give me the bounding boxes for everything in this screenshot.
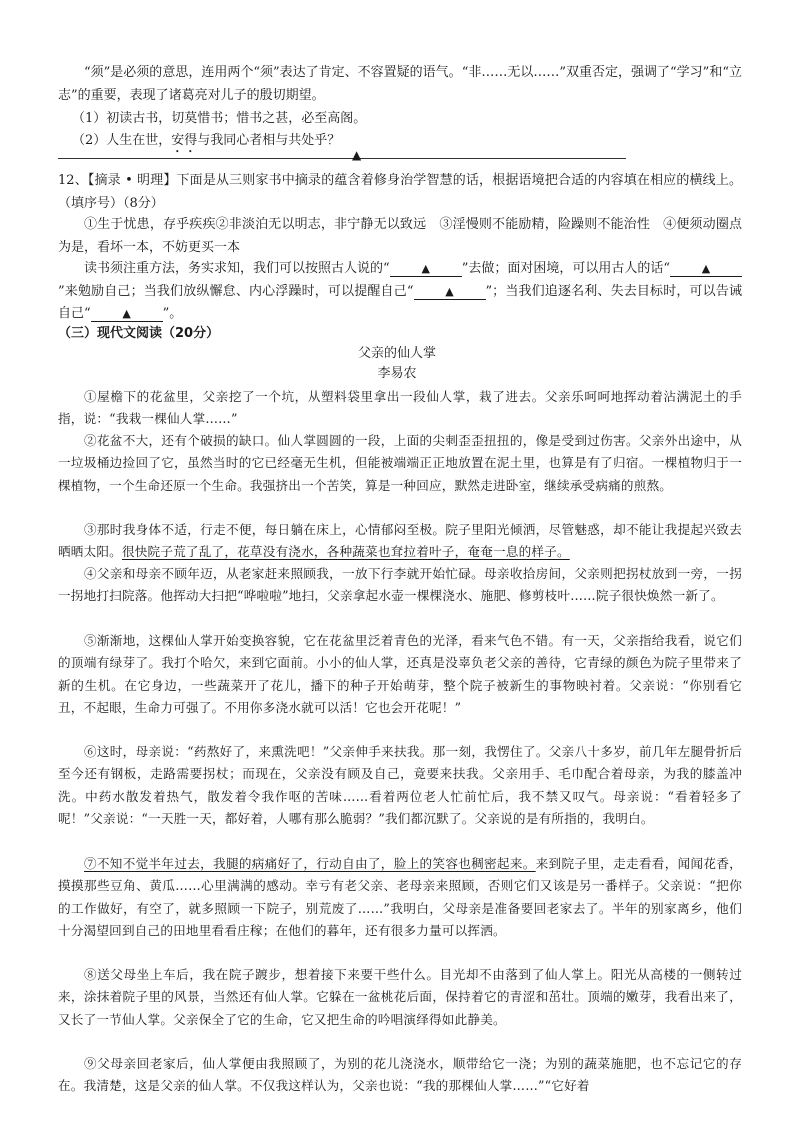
answer-blank-2[interactable]: ▲ [670, 262, 742, 277]
story-paragraph-7-text: 来到院子里，走走看看，闻闻花香，摸摸那些豆角、黄瓜……心里满满的感动。幸亏有老父亲、老母亲来照顾，否则它们又该是另一番样子。父亲说：“把你的工作做好，有空了，就多照顾一下院子，别荒废了……”我明白，父母亲是准备要回老家去了。半年的别家离乡，他们十分渴望回到自己的田地里看看庄稼；在他们的暮年，还有很多力量可以挥洒。 [58, 856, 743, 939]
body-text-4: ”；当我们追逐名利、失去目标时，可以告诫自己“ [58, 283, 742, 321]
underlined-sentence-1: 很快院子荒了乱了，花草没有浇水，各种蔬菜也耷拉着叶子，奄奄一息的样子。 [121, 544, 570, 560]
story-paragraph-3-text: ③那时我身体不适，行走不便，每日躺在床上，心情郁闷至极。院子里阳光倾洒，尽管魅惑，却不能让我提起兴致去晒晒太阳。 [58, 522, 742, 560]
body-text-3: ”来勉励自己；当我们放纵懈怠、内心浮躁时，可以提醒自己“ [58, 283, 414, 299]
body-text-5: ”。 [162, 306, 183, 321]
example-sentence-1: （1）初读古书，切莫惜书；惜书之甚，必至高阁。 [72, 111, 367, 126]
section-divider [58, 158, 626, 159]
example-sentence-2: （2）人生在世，安得与我同心者相与共处乎？ [72, 133, 341, 148]
answer-blank-4[interactable]: ▲ [91, 307, 163, 322]
body-text-2: ”去做；面对困境，可以用古人的话“ [461, 261, 670, 276]
story-paragraph-5: ⑤渐渐地，这棵仙人掌开始变换容貌，它在花盆里泛着青色的光泽，看来气色不错。有一天，父亲指给我看，说它们的顶端有绿芽了。我打个哈欠，来到它面前。小小的仙人掌，还真是没辜负老父亲的善待，它青绿的颜色为院子里带来了新的生机。在它身边，一些蔬菜开了花儿，播下的种子开始萌芽，整个院子被新生的事物映衬着。父亲说：“你别看它丑，不起眼，生命力可强了。不用你多浇水就可以活！它也会开花呢！” [58, 633, 742, 716]
body-text-1: 读书须注重方法，务实求知，我们可以按照古人说的“ [84, 261, 390, 276]
question-12-body [58, 258, 742, 326]
answer-marker: ▲ [352, 148, 362, 162]
story-paragraph-8: ⑧送父母坐上车后，我在院子踱步，想着接下来要干些什么。目光却不由落到了仙人掌上。阳光从高楼的一侧转过来，涂抹着院子里的风景，当然还有仙人掌。它躲在一盆桃花后面，保持着它的青涩和茁壮。顶端的嫩芽，我看出来了，又长了一节仙人掌。父亲保全了它的生命，它又把生命的吟唱演绎得如此静美。 [58, 967, 742, 1027]
question-12-stem: 12、【摘录 • 明理】下面是从三则家书中摘录的蕴含着修身治学智慧的话，根据语境把合适的内容填在相应的横线上。（填序号）（8分） [58, 173, 742, 211]
story-paragraph-7 [58, 853, 742, 943]
story-paragraph-2: ②花盆不大，还有个破损的缺口。仙人掌圆圆的一段，上面的尖刺歪歪扭扭的，像是受到过伤害。父亲外出途中，从一垃圾桶边捡回了它，虽然当时的它已经毫无生机，但能被端端正正地放置在泥土里，也算是有了归宿。一棵植物归于一棵植物，一个生命还原一个生命。我强挤出一个苦笑，算是一种回应，默然走进卧室，继续承受病痛的煎熬。 [58, 433, 742, 493]
story-paragraph-1: ①屋檐下的花盆里，父亲挖了一个坑，从塑料袋里拿出一段仙人掌，栽了进去。父亲乐呵呵地挥动着沾满泥土的手指，说：“我栽一棵仙人掌……” [58, 389, 742, 427]
story-title: 父亲的仙人掌 [357, 346, 436, 361]
story-paragraph-9: ⑨父母亲回老家后，仙人掌便由我照顾了，为别的花儿浇浇水，顺带给它一浇；为别的蔬菜施肥，也不忘记它的存在。我清楚，这是父亲的仙人掌。不仅我这样认为，父亲也说：“我的那棵仙人掌……”“它好着 [58, 1056, 742, 1094]
intro-paragraph: “须”是必须的意思，连用两个“须”表达了肯定、不容置疑的语气。“非……无以……”双重否定，强调了“学习”和“立志”的重要，表现了诸葛亮对儿子的殷切期望。 [58, 65, 742, 103]
section-heading: （三）现代文阅读（20分） [58, 326, 220, 341]
story-paragraph-6: ⑥这时，母亲说：“药熬好了，来熏洗吧！”父亲伸手来扶我。那一刻，我愣住了。父亲八十多岁，前几年左腿骨折后至今还有钢板，走路需要拐杖；而现在，父亲没有顾及自己，竟要来扶我。父亲用手、毛巾配合着母亲，为我的膝盖冲洗。中药水散发着热气，散发着令我作呕的苦味……看着两位老人忙前忙后，我不禁又叹气。母亲说：“看着轻多了呢！”父亲说：“一天胜一天，都好着，人哪有那么脆弱？”我们都沉默了。父亲说的是有所指的，我明白。 [58, 744, 742, 827]
underlined-sentence-2: ⑦不知不觉半年过去，我腿的病痛好了，行动自由了，脸上的笑容也稠密起来。 [84, 856, 536, 871]
answer-blank-3[interactable]: ▲ [414, 285, 486, 300]
story-paragraph-3 [58, 519, 742, 564]
answer-blank-1[interactable]: ▲ [390, 262, 462, 277]
question-12-options: ①生于忧患，存乎疾疾②非淡泊无以明志，非宁静无以致远 ③淫慢则不能励精，险躁则不能治性 ④便须动圈点为是，看坏一本，不妨更买一本 [58, 217, 742, 255]
story-paragraph-4: ④父亲和母亲不顾年迈，从老家赶来照顾我，一放下行李就开始忙碌。母亲收拾房间，父亲则把拐杖放到一旁，一拐一拐地打扫院落。他挥动大扫把“哗啦啦”地扫，父亲拿起水壶一棵棵浇水、施肥、修剪枝叶……院子很快焕然一新了。 [58, 566, 742, 604]
story-author: 李易农 [377, 366, 417, 381]
